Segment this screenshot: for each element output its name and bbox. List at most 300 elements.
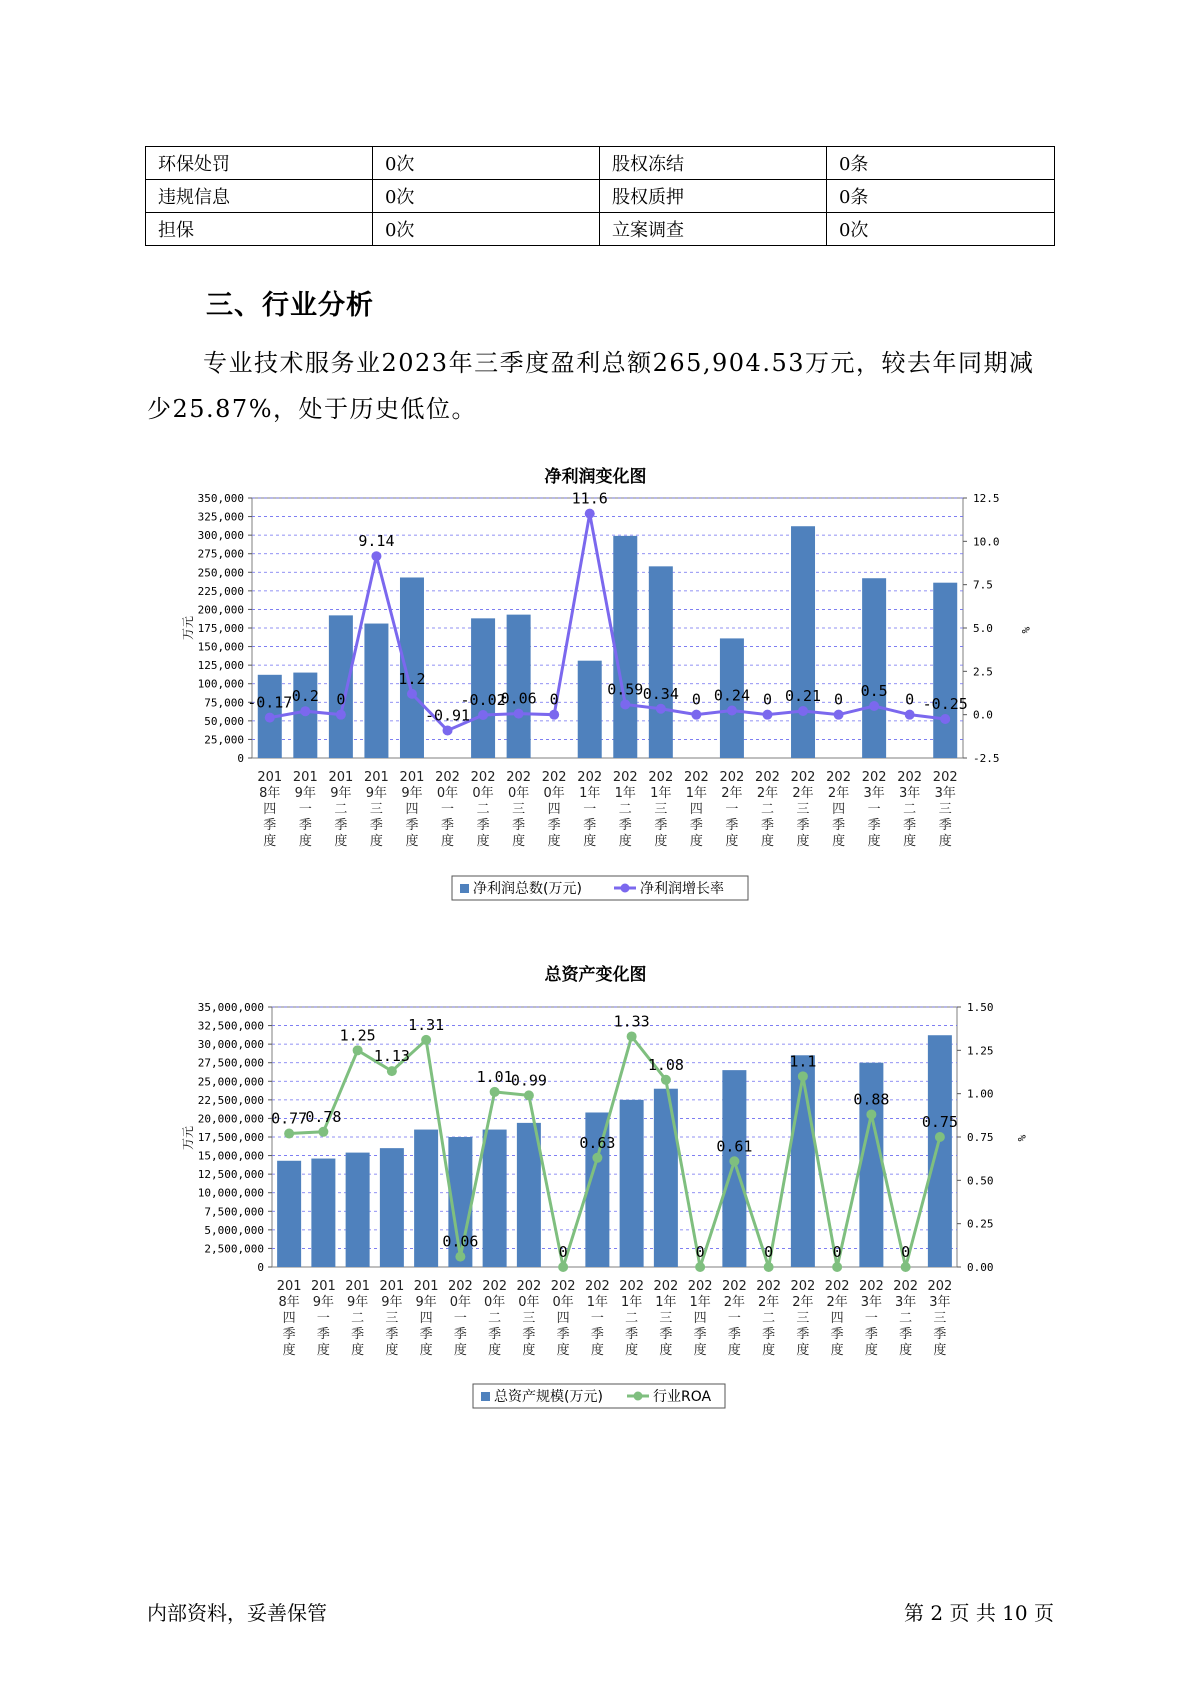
line-point: [284, 1129, 294, 1139]
data-label: 1.31: [408, 1015, 445, 1034]
y2-tick-label: 0.0: [973, 708, 993, 722]
y2-axis-title: %: [1015, 1134, 1028, 1142]
line-point: [762, 710, 772, 720]
y-tick-label: 32,500,000: [197, 1019, 264, 1033]
table-cell: 股权质押: [599, 180, 826, 213]
x-tick-label: 二: [760, 802, 774, 817]
x-tick-label: 季: [903, 818, 917, 833]
line-point: [421, 1035, 431, 1045]
line-point: [627, 1031, 637, 1041]
x-tick-label: 季: [659, 1327, 673, 1342]
footer-confidential: 内部资料，妥善保管: [147, 1601, 327, 1625]
x-tick-label: 三: [385, 1311, 399, 1326]
section-title: 三、行业分析: [206, 290, 374, 321]
data-label: 1.13: [373, 1047, 410, 1066]
chart-title-net-profit: 净利润变化图: [544, 467, 647, 487]
x-tick-label: 度: [298, 834, 312, 849]
legend-bar-label: 净利润总数(万元): [473, 881, 582, 897]
x-tick-label: 季: [760, 818, 774, 833]
x-tick-label: 度: [760, 834, 774, 849]
x-tick-label: 201: [345, 1279, 371, 1294]
x-tick-label: 202: [435, 770, 460, 785]
x-tick-label: 202: [719, 770, 745, 785]
bar: [364, 624, 388, 758]
x-tick-label: 202: [541, 770, 567, 785]
x-tick-label: 季: [405, 818, 419, 833]
bar: [791, 526, 815, 758]
y-tick-label: 0: [237, 752, 244, 765]
table-cell: 立案调查: [599, 213, 826, 246]
line-point: [549, 710, 559, 720]
x-tick-label: 202: [927, 1279, 953, 1294]
y2-tick-label: 1.50: [967, 1001, 994, 1014]
line-point: [727, 706, 737, 716]
y-tick-label: 250,000: [197, 566, 244, 580]
data-label: 1.08: [647, 1055, 684, 1074]
x-tick-label: 度: [419, 1343, 433, 1358]
x-tick-label: 度: [830, 1343, 844, 1358]
data-label: -0.02: [460, 691, 506, 710]
bar: [722, 1070, 746, 1267]
x-tick-label: 9年: [415, 1295, 437, 1310]
bar: [933, 583, 957, 758]
x-tick-label: 3年: [863, 786, 885, 801]
y2-tick-label: 10.0: [973, 535, 1000, 549]
x-tick-label: 202: [756, 1279, 782, 1294]
x-tick-label: 3年: [934, 786, 956, 801]
x-tick-label: 201: [310, 1279, 336, 1294]
x-tick-label: 1年: [689, 1295, 711, 1310]
x-tick-label: 二: [625, 1311, 639, 1326]
x-tick-label: 201: [399, 770, 425, 785]
data-label: 1.33: [613, 1012, 650, 1031]
x-tick-label: 度: [693, 1343, 707, 1358]
data-label: 0.5: [860, 682, 888, 700]
x-tick-label: 202: [893, 1279, 919, 1294]
data-label: 0: [901, 1243, 911, 1261]
data-label: 0: [695, 1243, 705, 1261]
x-tick-label: 202: [721, 1279, 747, 1294]
y-tick-label: 2,500,000: [204, 1242, 264, 1256]
y-tick-label: 25,000: [204, 733, 244, 747]
x-tick-label: 202: [826, 770, 851, 785]
x-tick-label: 季: [625, 1327, 639, 1342]
x-tick-label: 201: [379, 1279, 405, 1294]
x-tick-label: 3年: [860, 1295, 883, 1310]
y-tick-label: 27,500,000: [197, 1056, 264, 1070]
x-tick-label: 季: [419, 1327, 433, 1342]
y-tick-label: 100,000: [197, 677, 244, 691]
x-tick-label: 度: [522, 1343, 536, 1358]
x-tick-label: 季: [762, 1327, 776, 1342]
y2-tick-label: 7.5: [973, 578, 993, 592]
x-tick-label: 二: [903, 802, 917, 817]
x-tick-label: 2年: [792, 786, 814, 801]
x-tick-label: 0年: [552, 1295, 574, 1310]
x-tick-label: 2年: [723, 1295, 746, 1310]
bar: [277, 1161, 301, 1267]
x-tick-label: 三: [654, 802, 668, 817]
y-tick-label: 125,000: [197, 659, 244, 673]
x-tick-label: 202: [482, 1279, 508, 1294]
data-label: 0.61: [716, 1137, 753, 1156]
y-tick-label: 300,000: [197, 529, 244, 543]
x-tick-label: 202: [687, 1279, 713, 1294]
x-tick-label: 季: [369, 818, 383, 833]
y2-tick-label: 1.00: [967, 1087, 994, 1101]
legend-line-label: 净利润增长率: [640, 881, 724, 897]
x-tick-label: 9年: [330, 786, 352, 801]
x-tick-label: 0年: [507, 786, 530, 801]
x-tick-label: 202: [824, 1279, 850, 1294]
x-tick-label: 三: [796, 802, 810, 817]
x-tick-label: 2年: [792, 1295, 814, 1310]
y-tick-label: 200,000: [197, 603, 244, 617]
bar: [613, 536, 637, 758]
x-tick-label: 度: [938, 834, 952, 849]
bar: [414, 1130, 438, 1267]
bar: [862, 578, 886, 758]
y2-tick-label: 1.25: [967, 1044, 994, 1058]
x-tick-label: 一: [867, 802, 881, 817]
x-tick-label: 二: [351, 1311, 365, 1326]
analysis-paragraph: 专业技术服务业2023年三季度盈利总额265,904.53万元，较去年同期减少25.87%，处于历史低位。: [147, 349, 1035, 423]
table-row: [146, 147, 1055, 180]
x-tick-label: 9年: [294, 786, 316, 801]
x-tick-label: 度: [864, 1343, 878, 1358]
bar: [649, 566, 673, 758]
x-tick-label: 季: [654, 818, 668, 833]
data-label: -0.25: [922, 695, 968, 713]
x-tick-label: 季: [618, 818, 632, 833]
legend-bar-swatch: [460, 884, 469, 893]
line-point: [387, 1066, 397, 1076]
y-tick-label: 20,000,000: [197, 1112, 264, 1126]
x-tick-label: 四: [405, 802, 419, 817]
x-tick-label: 度: [654, 834, 668, 849]
data-label: 0.78: [305, 1107, 342, 1126]
data-label: 0.21: [784, 687, 822, 706]
y-tick-label: 15,000,000: [197, 1149, 264, 1163]
x-tick-label: 度: [351, 1343, 365, 1358]
x-tick-label: 度: [547, 834, 561, 849]
x-tick-label: 季: [727, 1327, 741, 1342]
data-label: 0.75: [921, 1113, 958, 1131]
x-tick-label: 季: [590, 1327, 604, 1342]
x-tick-label: 季: [830, 1327, 844, 1342]
x-tick-label: 202: [516, 1279, 542, 1294]
x-tick-label: 度: [334, 834, 348, 849]
y-tick-label: 50,000: [204, 714, 244, 728]
data-label: 0.34: [642, 684, 679, 703]
x-tick-label: 8年: [259, 786, 281, 801]
y-axis-title: 万元: [181, 615, 195, 641]
y-tick-label: 0: [257, 1261, 264, 1274]
y-tick-label: 7,500,000: [204, 1205, 264, 1219]
bar: [620, 1100, 644, 1267]
x-tick-label: 三: [369, 802, 383, 817]
data-label: 0.2: [291, 687, 319, 706]
y-tick-label: 5,000,000: [204, 1223, 264, 1237]
x-tick-label: 二: [334, 802, 348, 817]
x-tick-label: 202: [858, 1279, 884, 1294]
x-tick-label: 201: [257, 770, 283, 785]
y-tick-label: 17,500,000: [197, 1131, 264, 1144]
y-tick-label: 35,000,000: [197, 1001, 264, 1014]
bar: [507, 615, 531, 758]
x-tick-label: 202: [932, 770, 958, 785]
data-label: 0.88: [853, 1090, 890, 1109]
bar: [578, 661, 602, 758]
line-point: [336, 710, 346, 720]
x-tick-label: 9年: [346, 1295, 369, 1310]
table-cell: 违规信息: [146, 180, 373, 213]
y2-tick-label: 0.25: [967, 1217, 994, 1231]
x-tick-label: 0年: [449, 1295, 472, 1310]
data-label: 0: [336, 690, 346, 709]
bar: [471, 618, 495, 758]
x-tick-label: 四: [263, 802, 277, 817]
x-tick-label: 季: [725, 818, 739, 833]
x-tick-label: 季: [899, 1327, 913, 1342]
x-tick-label: 度: [488, 1343, 502, 1358]
x-tick-label: 度: [453, 1343, 467, 1358]
legend-line-marker: [621, 884, 630, 893]
x-tick-label: 2年: [757, 1295, 780, 1310]
x-tick-label: 1年: [655, 1295, 677, 1310]
bar: [329, 615, 353, 758]
x-tick-label: 度: [625, 1343, 639, 1358]
x-tick-label: 0年: [472, 786, 494, 801]
x-tick-label: 度: [832, 834, 846, 849]
data-label: 0.06: [500, 689, 537, 708]
x-tick-label: 3年: [929, 1295, 951, 1310]
x-tick-label: 季: [316, 1327, 330, 1342]
data-label: -0.91: [424, 706, 471, 725]
x-tick-label: 季: [556, 1327, 570, 1342]
x-tick-label: 0年: [483, 1295, 506, 1310]
x-tick-label: 9年: [365, 786, 388, 801]
line-point: [729, 1156, 739, 1166]
line-point: [869, 701, 879, 711]
table-cell: 0条: [826, 180, 1054, 213]
bar: [483, 1130, 507, 1267]
x-tick-label: 1年: [685, 786, 708, 801]
x-tick-label: 202: [790, 1279, 816, 1294]
line-point: [371, 551, 381, 561]
x-tick-label: 202: [550, 1279, 576, 1294]
x-tick-label: 202: [683, 770, 709, 785]
x-tick-label: 二: [476, 802, 490, 817]
line-point: [318, 1127, 328, 1137]
x-tick-label: 1年: [650, 786, 672, 801]
line-point: [935, 1132, 945, 1142]
x-tick-label: 三: [512, 802, 526, 817]
y2-tick-label: -2.5: [973, 752, 1000, 765]
line-point: [585, 509, 595, 519]
x-tick-label: 度: [659, 1343, 673, 1358]
x-tick-label: 一: [864, 1311, 878, 1326]
table-cell: 0次: [372, 147, 599, 180]
data-label: 0: [762, 690, 772, 709]
line-point: [300, 706, 310, 716]
table-cell: 0次: [372, 213, 599, 246]
line-point: [265, 713, 275, 723]
x-tick-label: 度: [405, 834, 419, 849]
x-tick-label: 四: [419, 1311, 433, 1326]
data-label: 1.01: [476, 1067, 513, 1086]
x-tick-label: 季: [522, 1327, 536, 1342]
line-point: [656, 704, 666, 714]
x-tick-label: 202: [648, 770, 674, 785]
x-tick-label: 202: [755, 770, 780, 785]
x-tick-label: 度: [867, 834, 881, 849]
x-tick-label: 季: [938, 818, 952, 833]
y-tick-label: 150,000: [197, 640, 244, 654]
x-tick-label: 季: [298, 818, 312, 833]
x-tick-label: 202: [619, 1279, 645, 1294]
x-tick-label: 202: [612, 770, 638, 785]
y2-tick-label: 0.50: [967, 1174, 994, 1188]
table-cell: 担保: [146, 213, 373, 246]
data-label: -0.17: [247, 693, 293, 712]
x-tick-label: 9年: [381, 1295, 403, 1310]
data-label: 0: [905, 690, 915, 709]
x-tick-label: 度: [762, 1343, 776, 1358]
x-tick-label: 9年: [312, 1295, 335, 1310]
bar: [654, 1089, 678, 1267]
x-tick-label: 四: [693, 1311, 707, 1326]
x-tick-label: 度: [316, 1343, 330, 1358]
line-point: [798, 1071, 808, 1081]
data-label: 0: [834, 690, 844, 709]
x-tick-label: 度: [689, 834, 703, 849]
x-tick-label: 202: [653, 1279, 679, 1294]
x-tick-label: 季: [693, 1327, 707, 1342]
x-tick-label: 度: [385, 1343, 399, 1358]
x-tick-label: 1年: [586, 1295, 609, 1310]
net-profit-chart: [0, 490, 1191, 950]
y2-tick-label: 0.75: [967, 1131, 994, 1144]
line-point: [353, 1045, 363, 1055]
x-tick-label: 一: [727, 1311, 741, 1326]
x-tick-label: 度: [727, 1343, 741, 1358]
x-tick-label: 202: [897, 770, 923, 785]
x-tick-label: 二: [899, 1311, 913, 1326]
x-tick-label: 季: [282, 1327, 296, 1342]
x-tick-label: 四: [556, 1311, 570, 1326]
risk-info-table: [145, 146, 1055, 246]
x-tick-label: 度: [441, 834, 455, 849]
x-tick-label: 度: [512, 834, 526, 849]
table-cell: 环保处罚: [146, 147, 373, 180]
x-tick-label: 季: [796, 818, 810, 833]
x-tick-label: 三: [933, 1311, 947, 1326]
table-cell: 股权冻结: [599, 147, 826, 180]
x-tick-label: 季: [263, 818, 277, 833]
x-tick-label: 度: [263, 834, 277, 849]
table-cell: 0次: [826, 213, 1054, 246]
x-tick-label: 202: [861, 770, 887, 785]
x-tick-label: 2年: [721, 786, 743, 801]
y-tick-label: 12,500,000: [197, 1168, 264, 1182]
x-tick-label: 202: [447, 1279, 473, 1294]
x-tick-label: 一: [453, 1311, 467, 1326]
x-tick-label: 二: [762, 1311, 776, 1326]
x-tick-label: 度: [556, 1343, 570, 1358]
x-tick-label: 8年: [278, 1295, 300, 1310]
data-label: 0: [832, 1243, 842, 1261]
x-tick-label: 三: [522, 1311, 536, 1326]
x-tick-label: 一: [590, 1311, 604, 1326]
bar: [380, 1148, 404, 1267]
table-row: [146, 180, 1055, 213]
data-label: 0.77: [271, 1109, 308, 1128]
data-label: 0.63: [579, 1133, 616, 1152]
x-tick-label: 0年: [518, 1295, 540, 1310]
line-point: [620, 699, 630, 709]
x-tick-label: 度: [590, 1343, 604, 1358]
x-tick-label: 1年: [614, 786, 636, 801]
x-tick-label: 1年: [579, 786, 601, 801]
data-label: 0.06: [442, 1232, 479, 1251]
y-tick-label: 75,000: [204, 696, 244, 710]
x-tick-label: 202: [506, 770, 532, 785]
line-point: [905, 710, 915, 720]
y-tick-label: 275,000: [197, 547, 244, 561]
line-point: [443, 725, 453, 735]
x-tick-label: 季: [864, 1327, 878, 1342]
x-tick-label: 度: [583, 834, 597, 849]
bar: [346, 1153, 370, 1267]
x-tick-label: 季: [689, 818, 703, 833]
x-tick-label: 季: [453, 1327, 467, 1342]
data-label: 11.6: [571, 490, 608, 508]
x-tick-label: 季: [796, 1327, 810, 1342]
line-point: [901, 1262, 911, 1272]
y-tick-label: 225,000: [197, 584, 244, 598]
data-label: 1.2: [398, 669, 426, 688]
data-label: 0: [691, 690, 701, 709]
x-tick-label: 季: [832, 818, 846, 833]
x-tick-label: 四: [830, 1311, 844, 1326]
x-tick-label: 三: [796, 1311, 810, 1326]
line-point: [558, 1262, 568, 1272]
x-tick-label: 四: [547, 802, 561, 817]
footer-page-number: 第 2 页 共 10 页: [904, 1601, 1054, 1625]
x-tick-label: 四: [832, 802, 846, 817]
x-tick-label: 202: [470, 770, 496, 785]
x-tick-label: 季: [385, 1327, 399, 1342]
x-tick-label: 二: [488, 1311, 502, 1326]
y-tick-label: 350,000: [197, 492, 244, 505]
table-cell: 0次: [372, 180, 599, 213]
x-tick-label: 3年: [899, 786, 921, 801]
line-point: [592, 1153, 602, 1163]
x-tick-label: 度: [476, 834, 490, 849]
bar: [791, 1055, 815, 1267]
data-label: 9.14: [358, 532, 395, 551]
x-tick-label: 202: [790, 770, 816, 785]
y-tick-label: 175,000: [197, 622, 244, 635]
x-tick-label: 2年: [826, 1295, 848, 1310]
bar: [311, 1159, 335, 1267]
y-tick-label: 22,500,000: [197, 1093, 264, 1107]
x-tick-label: 度: [618, 834, 632, 849]
x-tick-label: 1年: [620, 1295, 643, 1310]
x-tick-label: 0年: [543, 786, 565, 801]
x-tick-label: 季: [488, 1327, 502, 1342]
